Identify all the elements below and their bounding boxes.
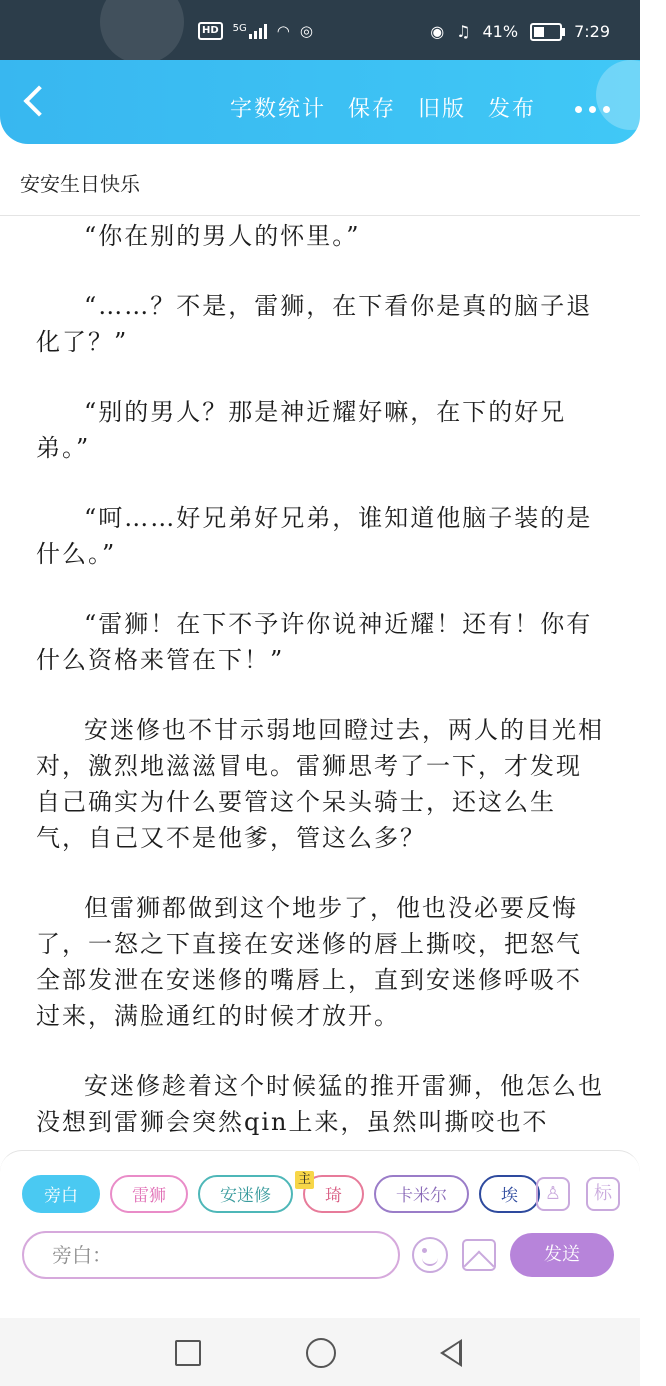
system-nav-bar [0, 1318, 640, 1386]
recent-apps-icon[interactable] [175, 1340, 201, 1366]
toolbar-actions [230, 92, 536, 123]
hd-icon: HD [198, 22, 223, 40]
top-app-bar [0, 60, 640, 144]
battery-percent: 41% [482, 22, 519, 41]
paragraph[interactable]: 安迷修也不甘示弱地回瞪过去，两人的目光相对，激烈地滋滋冒电。雷狮思考了一下，才发现自己确实为什么要管这个呆头骑士，还这么生气，自己又不是他爹，管这么多？ [36, 716, 604, 852]
paragraph[interactable]: 但雷狮都做到这个地步了，他也没必要反悔了，一怒之下直接在安迷修的唇上撕咬，把怒气全部发泄在安迷修的嘴唇上，直到安迷修呼吸不过来，满脸通红的时候才放开。 [36, 894, 582, 1030]
clock: 7:29 [574, 22, 610, 41]
network-label: 5G [232, 22, 247, 34]
signal-icon [249, 23, 267, 39]
divider [0, 215, 640, 216]
role-chip-ai[interactable]: 埃 [479, 1175, 540, 1213]
role-chip-leishi[interactable]: 雷狮 [110, 1175, 188, 1213]
role-chip-narrator[interactable]: 旁白 [22, 1175, 100, 1213]
word-count-button[interactable]: 字数统计 [230, 97, 327, 122]
sync-icon: ◎ [299, 22, 313, 40]
paragraph[interactable]: “……？不是，雷狮，在下看你是真的脑子退化了？” [36, 292, 593, 356]
main-role-badge: 主 [295, 1171, 314, 1189]
save-button[interactable]: 保存 [348, 97, 397, 122]
eye-icon: ◉ [430, 22, 445, 41]
character-manage-icon[interactable]: ♙ [536, 1177, 570, 1211]
paragraph[interactable]: 安迷修趁着这个时候猛的推开雷狮，他怎么也没想到雷狮会突然qin上来，虽然叫撕咬也不 [36, 1072, 604, 1136]
publish-button[interactable]: 发布 [488, 97, 537, 122]
role-chip-kamier[interactable]: 卡米尔 [374, 1175, 469, 1213]
editor-content[interactable] [36, 218, 606, 1148]
status-right [430, 22, 610, 41]
role-chip-qi[interactable] [298, 1172, 364, 1213]
role-chip-anmixiu[interactable]: 安迷修 [198, 1175, 293, 1213]
role-chip-list[interactable] [22, 1172, 518, 1219]
tag-button[interactable]: 标 [586, 1177, 620, 1211]
paragraph[interactable]: “雷狮！在下不予许你说神近耀！还有！你有什么资格来管在下！” [36, 610, 593, 674]
send-button[interactable]: 发送 [510, 1233, 614, 1277]
old-version-button[interactable]: 旧版 [418, 97, 467, 122]
status-left [198, 22, 313, 40]
document-title[interactable]: 安安生日快乐 [20, 172, 140, 196]
status-bar [0, 0, 640, 60]
paragraph[interactable]: “呵……好兄弟好兄弟，谁知道他脑子装的是什么。” [36, 504, 593, 568]
home-icon[interactable] [306, 1338, 336, 1368]
more-options-icon[interactable] [575, 106, 610, 113]
back-nav-icon[interactable] [440, 1339, 462, 1367]
composer-panel [0, 1150, 640, 1281]
dialogue-input[interactable]: 旁白： [22, 1231, 400, 1279]
back-icon[interactable] [22, 88, 44, 110]
mute-bell-icon: ♫ [456, 22, 471, 41]
role-chip-label: 琦 [325, 1186, 342, 1206]
emoji-icon[interactable] [412, 1237, 448, 1273]
battery-icon [530, 23, 562, 41]
image-icon[interactable] [462, 1239, 496, 1271]
paragraph[interactable]: “你在别的男人的怀里。” [84, 222, 361, 250]
wifi-icon: ◠ [276, 22, 290, 40]
paragraph[interactable]: “别的男人？那是神近耀好嘛，在下的好兄弟。” [36, 398, 567, 462]
